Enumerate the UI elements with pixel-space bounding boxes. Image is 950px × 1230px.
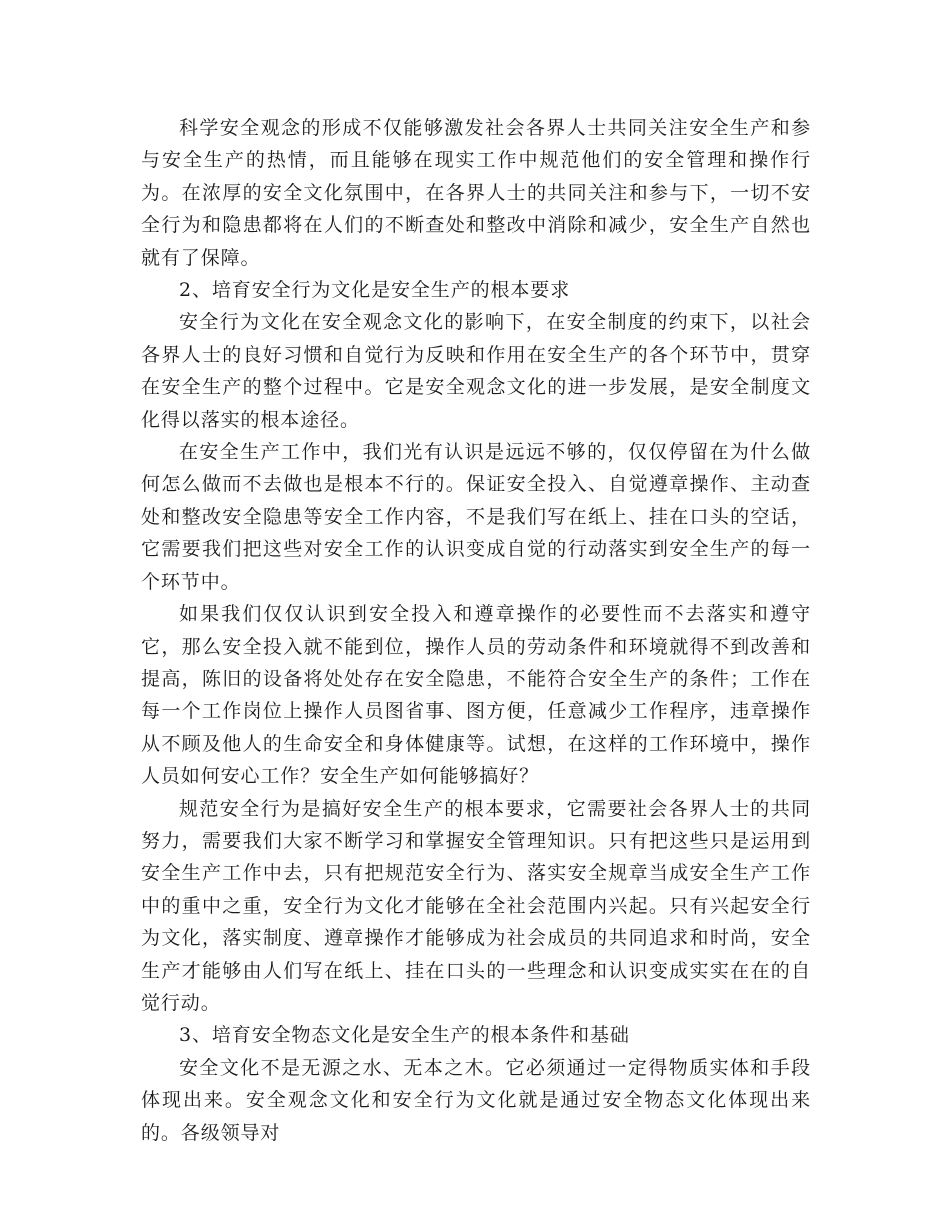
section-heading-behavior-culture: 2、培育安全行为文化是安全生产的根本要求 [179,279,571,302]
section-heading-material-culture: 3、培育安全物态文化是安全生产的根本条件和基础 [179,1024,630,1047]
paragraph-safety-concept: 科学安全观念的形成不仅能够激发社会各界人士共同关注安全生产和参与安全生产的热情，而且能够在现实工作中规范他们的安全管理和操作行为。在浓厚的安全文化氛围中，在各界人士的共同关注和参与下，一切不安全行为和隐患都将在人们的不断查处和整改中消除和减少，安全生产自然也就有了保障。 [141,117,811,269]
paragraph-recognition-not-enough: 在安全生产工作中，我们光有认识是远远不够的，仅仅停留在为什么做何怎么做而不去做也是根本不行的。保证安全投入、自觉遵章操作、主动查处和整改安全隐患等安全工作内容，不是我们写在纸上、挂在口头的空话，它需要我们把这些对安全工作的认识变成自觉的行动落实到安全生产的每一个环节中。 [141,441,811,593]
paragraph-material-culture: 安全文化不是无源之水、无本之木。它必须通过一定得物质实体和手段体现出来。安全观念文化和安全行为文化就是通过安全物态文化体现出来的。各级领导对 [141,1056,811,1144]
paragraph-behavior-culture-definition: 安全行为文化在安全观念文化的影响下，在安全制度的约束下，以社会各界人士的良好习惯和自觉行为反映和作用在安全生产的各个环节中，贯穿在安全生产的整个过程中。它是安全观念文化的进一步发展，是安全制度文化得以落实的根本途径。 [141,311,811,431]
document-page [141,112,811,1149]
paragraph-consequences: 如果我们仅仅认识到安全投入和遵章操作的必要性而不去落实和遵守它，那么安全投入就不能到位，操作人员的劳动条件和环境就得不到改善和提高，陈旧的设备将处处存在安全隐患，不能符合安全生产的条件；工作在每一个工作岗位上操作人员图省事、图方便，任意减少工作程序，违章操作从不顾及他人的生命安全和身体健康等。试想，在这样的工作环境中，操作人员如何安心工作？安全生产如何能够搞好？ [141,603,811,788]
paragraph-standardize-behavior: 规范安全行为是搞好安全生产的根本要求，它需要社会各界人士的共同努力，需要我们大家不断学习和掌握安全管理知识。只有把这些只是运用到安全生产工作中去，只有把规范安全行为、落实安全规章当成安全生产工作中的重中之重，安全行为文化才能够在全社会范围内兴起。只有兴起安全行为文化，落实制度、遵章操作才能够成为社会成员的共同追求和时尚，安全生产才能够由人们写在纸上、挂在口头的一些理念和认识变成实实在在的自觉行动。 [141,797,811,1014]
